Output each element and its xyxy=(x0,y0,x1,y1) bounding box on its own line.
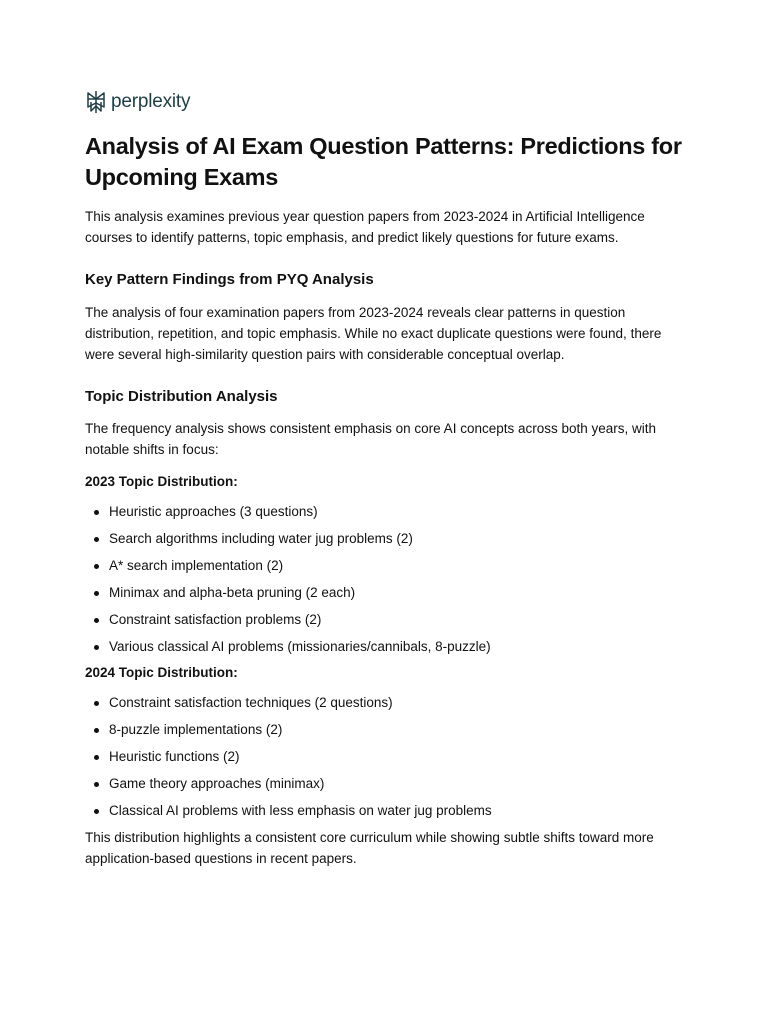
list-item: Game theory approaches (minimax) xyxy=(109,774,685,794)
list-item: Minimax and alpha-beta pruning (2 each) xyxy=(109,583,685,603)
topic-list-2024 xyxy=(85,693,685,821)
document-page xyxy=(85,88,685,869)
list-item: Search algorithms including water jug problems (2) xyxy=(109,529,685,549)
list-item: Various classical AI problems (missionaries/cannibals, 8-puzzle) xyxy=(109,637,685,657)
list-item: Constraint satisfaction problems (2) xyxy=(109,610,685,630)
brand-name: perplexity xyxy=(111,91,191,112)
section-heading-topic-distribution: Topic Distribution Analysis xyxy=(85,388,278,405)
list-item: Constraint satisfaction techniques (2 questions) xyxy=(109,693,685,713)
brand-logo[interactable] xyxy=(85,88,685,116)
section-heading-key-findings: Key Pattern Findings from PYQ Analysis xyxy=(85,271,374,288)
subheading-2023: 2023 Topic Distribution: xyxy=(85,474,238,489)
list-item: Classical AI problems with less emphasis on water jug problems xyxy=(109,801,685,821)
document-title: Analysis of AI Exam Question Patterns: Predictions for Upcoming Exams xyxy=(85,133,682,190)
perplexity-logo-icon xyxy=(85,90,107,114)
intro-paragraph: This analysis examines previous year question papers from 2023-2024 in Artificial Intelligence courses to identify patterns, topic emphasis, and predict likely questions for future exams. xyxy=(85,209,645,245)
subheading-2024: 2024 Topic Distribution: xyxy=(85,665,238,680)
section-body-key-findings: The analysis of four examination papers from 2023-2024 reveals clear patterns in question distribution, repetition, and topic emphasis. While no exact duplicate questions were found, there were several high-similarity question pairs with considerable conceptual overlap. xyxy=(85,305,662,362)
list-item: A* search implementation (2) xyxy=(109,556,685,576)
closing-paragraph: This distribution highlights a consistent core curriculum while showing subtle shifts toward more application-based questions in recent papers. xyxy=(85,830,654,866)
list-item: 8-puzzle implementations (2) xyxy=(109,720,685,740)
list-item: Heuristic approaches (3 questions) xyxy=(109,502,685,522)
topic-list-2023 xyxy=(85,502,685,657)
list-item: Heuristic functions (2) xyxy=(109,747,685,767)
section-body-topic-distribution: The frequency analysis shows consistent emphasis on core AI concepts across both years, with notable shifts in focus: xyxy=(85,421,657,457)
